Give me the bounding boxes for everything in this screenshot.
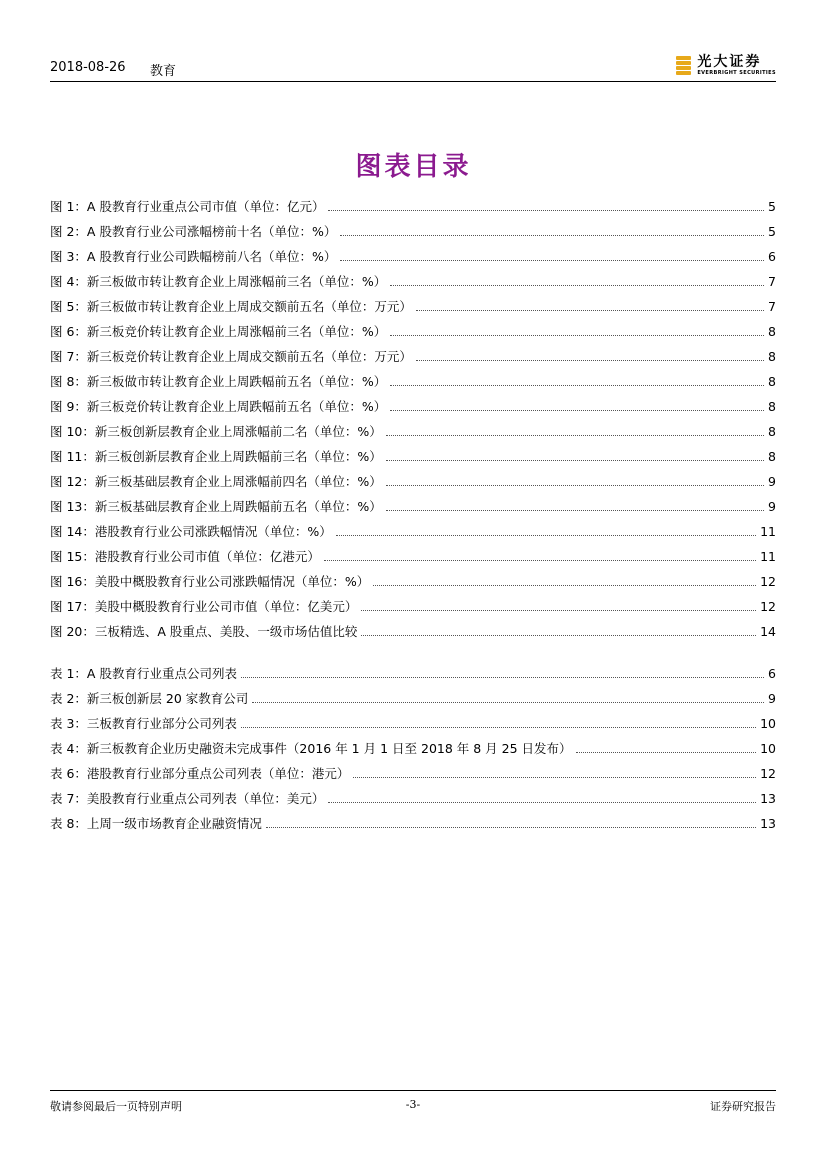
- figure-entry-page: 8: [768, 424, 776, 439]
- everbright-logo: [676, 54, 776, 78]
- figure-entry-label: 图 9：新三板竞价转让教育企业上周跌幅前五名（单位：%）: [50, 399, 387, 414]
- dot-leader: [390, 334, 764, 336]
- figure-entry-page: 8: [768, 349, 776, 364]
- figure-entry-label: 图 15：港股教育行业公司市值（单位：亿港元）: [50, 549, 320, 564]
- figure-entry-page: 8: [768, 449, 776, 464]
- table-entry-label: 表 2：新三板创新层 20 家教育公司: [50, 691, 249, 706]
- figure-entry-label: 图 20：三板精选、A 股重点、美股、一级市场估值比较: [50, 624, 358, 639]
- dot-leader: [416, 309, 764, 311]
- figure-entry-label: 图 7：新三板竞价转让教育企业上周成交额前五名（单位：万元）: [50, 349, 412, 364]
- table-entry[interactable]: [50, 657, 776, 682]
- figure-list: [50, 190, 776, 640]
- footer-disclaimer: 敬请参阅最后一页特别声明: [50, 1100, 182, 1113]
- table-entry-page: 12: [760, 766, 776, 781]
- logo-english-name: EVERBRIGHT SECURITIES: [697, 70, 776, 76]
- dot-leader: [241, 726, 756, 728]
- header-divider: [50, 81, 776, 82]
- figure-entry-page: 12: [760, 574, 776, 589]
- table-entry[interactable]: [50, 782, 776, 807]
- dot-leader: [390, 284, 764, 286]
- figure-entry[interactable]: [50, 490, 776, 515]
- dot-leader: [386, 484, 764, 486]
- logo-chinese-name: 光大证券: [697, 54, 762, 70]
- dot-leader: [241, 676, 764, 678]
- figure-entry-page: 8: [768, 374, 776, 389]
- figure-entry-label: 图 11：新三板创新层教育企业上周跌幅前三名（单位：%）: [50, 449, 382, 464]
- dot-leader: [252, 701, 764, 703]
- dot-leader: [340, 234, 764, 236]
- figure-entry-label: 图 13：新三板基础层教育企业上周跌幅前五名（单位：%）: [50, 499, 382, 514]
- figure-entry-page: 7: [768, 274, 776, 289]
- dot-leader: [576, 751, 757, 753]
- figure-entry-page: 8: [768, 324, 776, 339]
- table-entry-page: 13: [760, 791, 776, 806]
- figure-entry[interactable]: [50, 565, 776, 590]
- figure-entry[interactable]: [50, 440, 776, 465]
- dot-leader: [328, 801, 756, 803]
- page-footer: [50, 1090, 776, 1130]
- figure-entry-label: 图 5：新三板做市转让教育企业上周成交额前五名（单位：万元）: [50, 299, 412, 314]
- figure-entry-page: 6: [768, 249, 776, 264]
- footer-doc-type: 证券研究报告: [710, 1100, 776, 1113]
- figure-entry-page: 7: [768, 299, 776, 314]
- figure-entry-label: 图 6：新三板竞价转让教育企业上周涨幅前三名（单位：%）: [50, 324, 387, 339]
- figure-entry-label: 图 3：A 股教育行业公司跌幅榜前八名（单位：%）: [50, 249, 337, 264]
- table-entry[interactable]: [50, 732, 776, 757]
- dot-leader: [361, 609, 756, 611]
- figure-entry-page: 9: [768, 474, 776, 489]
- figure-entry-label: 图 1：A 股教育行业重点公司市值（单位：亿元）: [50, 199, 325, 214]
- figure-entry-page: 14: [760, 624, 776, 639]
- report-section: 教育: [150, 64, 177, 79]
- figure-entry-label: 图 12：新三板基础层教育企业上周涨幅前四名（单位：%）: [50, 474, 382, 489]
- dot-leader: [416, 359, 764, 361]
- figure-entry-page: 9: [768, 499, 776, 514]
- table-entry-page: 10: [760, 716, 776, 731]
- logo-stack-icon: [676, 56, 691, 76]
- figure-entry[interactable]: [50, 615, 776, 640]
- figure-entry[interactable]: [50, 390, 776, 415]
- figure-entry[interactable]: [50, 215, 776, 240]
- table-entry[interactable]: [50, 682, 776, 707]
- figure-entry-page: 12: [760, 599, 776, 614]
- figure-entry[interactable]: [50, 315, 776, 340]
- figure-entry[interactable]: [50, 465, 776, 490]
- dot-leader: [386, 434, 764, 436]
- footer-page-number: -3-: [405, 1098, 421, 1111]
- table-entry-label: 表 4：新三板教育企业历史融资未完成事件（2016 年 1 月 1 日至 2018 年 8 月 25 日发布）: [50, 741, 572, 756]
- figure-entry[interactable]: [50, 590, 776, 615]
- dot-leader: [390, 384, 764, 386]
- figure-entry[interactable]: [50, 240, 776, 265]
- table-entry-page: 10: [760, 741, 776, 756]
- figure-entry-page: 11: [760, 524, 776, 539]
- dot-leader: [340, 259, 764, 261]
- dot-leader: [328, 209, 764, 211]
- dot-leader: [386, 509, 764, 511]
- figure-entry-page: 5: [768, 224, 776, 239]
- table-entry[interactable]: [50, 807, 776, 832]
- table-entry[interactable]: [50, 707, 776, 732]
- figure-entry[interactable]: [50, 365, 776, 390]
- table-entry-label: 表 3：三板教育行业部分公司列表: [50, 716, 237, 731]
- dot-leader: [361, 634, 756, 636]
- figure-entry-page: 11: [760, 549, 776, 564]
- figure-entry-page: 8: [768, 399, 776, 414]
- table-list: [50, 657, 776, 832]
- figure-entry[interactable]: [50, 265, 776, 290]
- figure-entry[interactable]: [50, 415, 776, 440]
- table-entry[interactable]: [50, 757, 776, 782]
- dot-leader: [336, 534, 756, 536]
- dot-leader: [386, 459, 764, 461]
- figure-entry-page: 5: [768, 199, 776, 214]
- figure-entry-label: 图 4：新三板做市转让教育企业上周涨幅前三名（单位：%）: [50, 274, 387, 289]
- page-header: [50, 54, 776, 84]
- dot-leader: [373, 584, 756, 586]
- table-entry-page: 9: [768, 691, 776, 706]
- figure-entry[interactable]: [50, 340, 776, 365]
- table-entry-page: 6: [768, 666, 776, 681]
- figure-entry[interactable]: [50, 190, 776, 215]
- figure-entry[interactable]: [50, 540, 776, 565]
- figure-entry-label: 图 10：新三板创新层教育企业上周涨幅前二名（单位：%）: [50, 424, 382, 439]
- dot-leader: [390, 409, 764, 411]
- report-date: 2018-08-26: [50, 60, 126, 75]
- footer-divider: [50, 1090, 776, 1091]
- table-entry-page: 13: [760, 816, 776, 831]
- figure-entry-label: 图 2：A 股教育行业公司涨幅榜前十名（单位：%）: [50, 224, 337, 239]
- page-title: 图表目录: [355, 152, 472, 182]
- figure-entry-label: 图 17：美股中概股教育行业公司市值（单位：亿美元）: [50, 599, 358, 614]
- figure-entry-label: 图 16：美股中概股教育行业公司涨跌幅情况（单位：%）: [50, 574, 370, 589]
- dot-leader: [266, 826, 756, 828]
- table-entry-label: 表 6：港股教育行业部分重点公司列表（单位：港元）: [50, 766, 350, 781]
- dot-leader: [324, 559, 756, 561]
- dot-leader: [353, 776, 756, 778]
- figure-entry-label: 图 14：港股教育行业公司涨跌幅情况（单位：%）: [50, 524, 332, 539]
- table-entry-label: 表 7：美股教育行业重点公司列表（单位：美元）: [50, 791, 325, 806]
- figure-entry[interactable]: [50, 515, 776, 540]
- figure-entry-label: 图 8：新三板做市转让教育企业上周跌幅前五名（单位：%）: [50, 374, 387, 389]
- figure-entry[interactable]: [50, 290, 776, 315]
- table-entry-label: 表 8：上周一级市场教育企业融资情况: [50, 816, 262, 831]
- table-entry-label: 表 1：A 股教育行业重点公司列表: [50, 666, 237, 681]
